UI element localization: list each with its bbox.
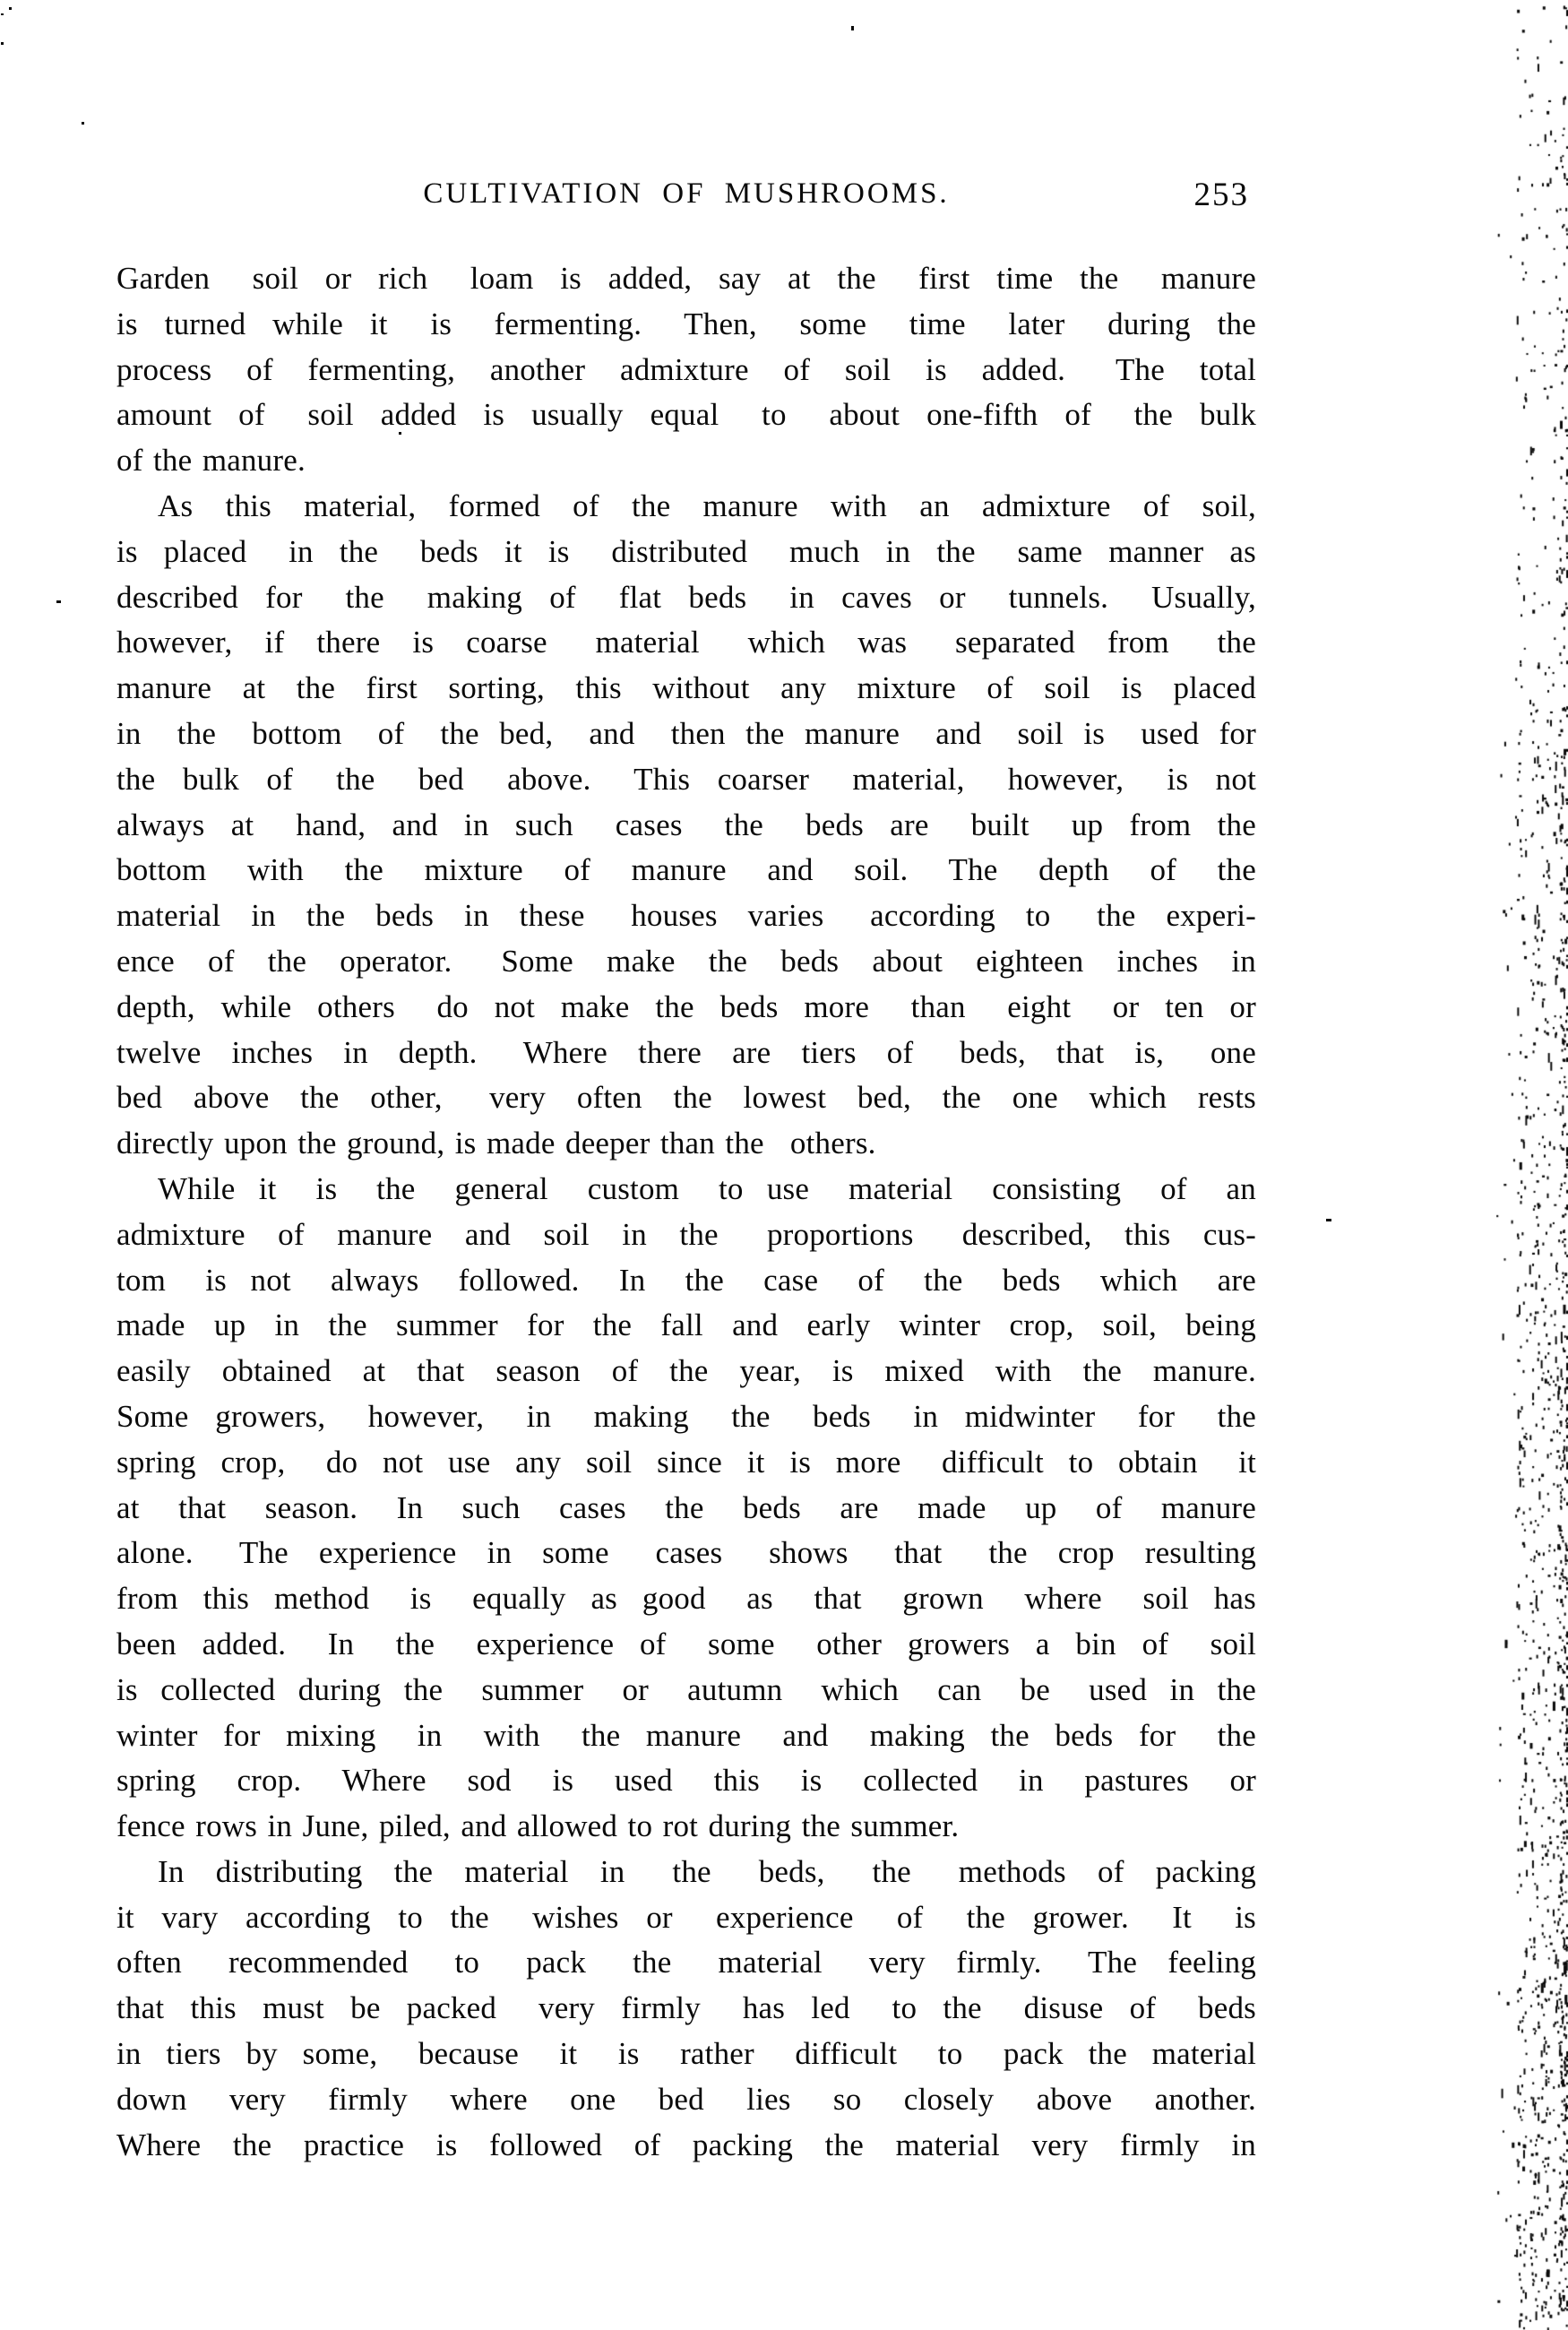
running-header-title: CULTIVATION OF MUSHROOMS.	[423, 177, 950, 210]
scan-speck	[56, 600, 61, 603]
text-line: fence rows in June, piled, and allowed to rot during the summer.	[116, 1808, 960, 1844]
text-line: easily obtained at that season of the year, is mixed with the manure.	[116, 1353, 1256, 1389]
text-line: alone. The experience in some cases shows that the crop resulting	[116, 1535, 1256, 1571]
text-line: winter for mixing in with the manure and making the beds for the	[116, 1717, 1256, 1753]
text-line: always at hand, and in such cases the beds are built up from the	[116, 807, 1256, 842]
text-line: the bulk of the bed above. This coarser material, however, is not	[116, 761, 1256, 797]
text-line: Where the practice is followed of packing the material very firmly in	[116, 2127, 1256, 2162]
text-line: is turned while it is fermenting. Then, some time later during the	[116, 306, 1256, 341]
scan-speck	[1, 42, 4, 45]
text-line: spring crop. Where sod is used this is collected in pastures or	[116, 1763, 1256, 1799]
scan-speck	[82, 122, 84, 125]
text-line: Garden soil or rich loam is added, say at the first time the manure	[116, 261, 1256, 296]
text-line: manure at the first sorting, this without any mixture of soil is placed	[116, 670, 1256, 706]
text-line: bottom with the mixture of manure and soil. The depth of the	[116, 852, 1256, 888]
paragraph	[116, 1850, 1256, 2169]
text-line: tom is not always followed. In the case of the beds which are	[116, 1262, 1256, 1298]
text-line: made up in the summer for the fall and early winter crop, soil, being	[116, 1307, 1256, 1343]
text-line: process of fermenting, another admixture of soil is added. The total	[116, 351, 1256, 387]
text-line: often recommended to pack the material very firmly. The feeling	[116, 1945, 1256, 1980]
text-line: Some growers, however, in making the beds in midwinter for the	[116, 1398, 1256, 1434]
paragraph	[116, 256, 1256, 484]
text-line: is collected during the summer or autumn which can be used in the	[116, 1671, 1256, 1707]
text-line: down very firmly where one bed lies so closely above another.	[116, 2081, 1256, 2117]
text-line: in tiers by some, because it is rather difficult to pack the material	[116, 2036, 1256, 2072]
text-line: twelve inches in depth. Where there are tiers of beds, that is, one	[116, 1034, 1256, 1070]
text-line: of the manure.	[116, 443, 306, 479]
page-number: 253	[1193, 177, 1249, 213]
text-line: at that season. In such cases the beds are made up of manure	[116, 1489, 1256, 1525]
paragraph	[116, 1167, 1256, 1850]
text-line: however, if there is coarse material which was separated from the	[116, 625, 1256, 660]
text-line: admixture of manure and soil in the proportions described, this cus-	[116, 1216, 1256, 1252]
text-line: spring crop, do not use any soil since it is more difficult to obtain it	[116, 1444, 1256, 1480]
page-body	[116, 256, 1256, 2168]
text-line: from this method is equally as good as that grown where soil has	[116, 1581, 1256, 1617]
scan-noise-right-edge	[1496, 0, 1568, 2330]
text-line: been added. In the experience of some other growers a bin of soil	[116, 1626, 1256, 1661]
text-line: that this must be packed very firmly has led to the disuse of beds	[116, 1990, 1256, 2026]
scan-speck	[1, 13, 4, 15]
text-line: material in the beds in these houses varies according to the experi-	[116, 898, 1256, 934]
text-line: While it is the general custom to use material consisting of an	[158, 1170, 1256, 1206]
text-line: depth, while others do not make the beds more than eight or ten or	[116, 988, 1256, 1024]
text-line: it vary according to the wishes or experience of the grower. It is	[116, 1899, 1256, 1935]
running-header	[116, 177, 1256, 217]
text-line: As this material, formed of the manure with an admixture of soil,	[158, 488, 1256, 523]
text-line: directly upon the ground, is made deeper than the others.	[116, 1126, 876, 1161]
text-line: ence of the operator. Some make the beds about eighteen inches in	[116, 943, 1256, 979]
paragraph	[116, 484, 1256, 1167]
scan-speck	[399, 432, 401, 435]
scan-speck	[1326, 1219, 1331, 1221]
scan-speck	[851, 26, 854, 30]
text-line: In distributing the material in the beds, the methods of packing	[158, 1853, 1256, 1889]
text-line: amount of soil added is usually equal to about one-fifth of the bulk	[116, 397, 1256, 433]
text-line: is placed in the beds it is distributed much in the same manner as	[116, 533, 1256, 569]
scan-speck	[9, 7, 12, 10]
text-line: described for the making of flat beds in caves or tunnels. Usually,	[116, 579, 1256, 615]
text-line: in the bottom of the bed, and then the manure and soil is used for	[116, 715, 1256, 751]
text-line: bed above the other, very often the lowest bed, the one which rests	[116, 1080, 1256, 1116]
